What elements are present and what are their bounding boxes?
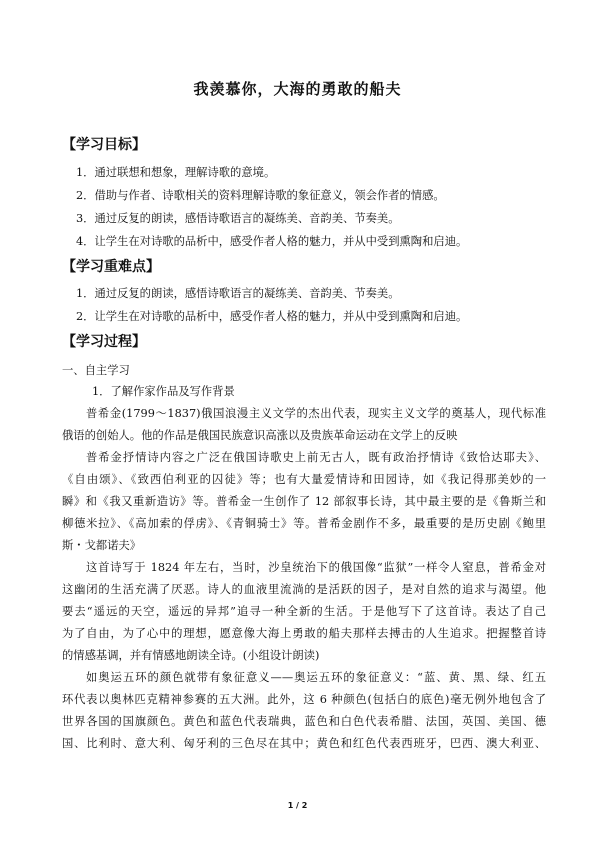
goal-item: 3．通过反复的朗读，感悟诗歌语言的凝练美、音韵美、节奏美。 — [76, 212, 400, 225]
process-heading: 【学习过程】 — [62, 334, 146, 350]
paragraph-line: 普希金(1799～1837)俄国浪漫主义文学的杰出代表，现实主义文学的奠基人，现代标准 — [86, 407, 546, 420]
goal-item: 2．借助与作者、诗歌相关的资料理解诗歌的象征意义，领会作者的情感。 — [76, 189, 445, 202]
goals-heading: 【学习目标】 — [62, 137, 146, 153]
part-heading: 一、自主学习 — [62, 364, 130, 377]
paragraph-line: 柳德米拉》、《高加索的俘虏》、《青铜骑士》等。普希金剧作不多，最重要的是历史剧《鲍里 — [62, 517, 546, 530]
paragraph-line: 为了自由，为了心中的理想，愿意像大海上勇敢的船夫那样去搏击的人生追求。把握整首诗 — [62, 627, 546, 640]
paragraph-line: 如奥运五环的颜色就带有象征意义——奥运五环的象征意义：“蓝、黄、黑、绿、红五 — [86, 671, 546, 684]
paragraph-line: 要去“遥远的天空，遥远的异邦”追寻一种全新的生活。于是他写下了这首诗。表达了自己 — [62, 605, 546, 618]
goal-item: 4．让学生在对诗歌的品析中，感受作者人格的魅力，并从中受到熏陶和启迪。 — [76, 235, 468, 248]
paragraph-line: 国、比利时、意大利、匈牙利的三色尽在其中；黄色和红色代表西班牙，巴西、澳大利亚、 — [62, 737, 546, 750]
paragraph-line: 的情感基调，并有情感地朗读全诗。(小组设计朗读) — [62, 649, 320, 662]
key-point-item: 2．让学生在对诗歌的品析中，感受作者人格的魅力，并从中受到熏陶和启迪。 — [76, 310, 468, 323]
paragraph-line: 瞬》和《我又重新造访》等。普希金一生创作了 12 部叙事长诗，其中最主要的是《鲁斯兰和 — [62, 495, 546, 508]
item-heading: 1．了解作家作品及写作背景 — [92, 385, 235, 398]
paragraph-line: 环代表以奥林匹克精神参赛的五大洲。此外，这 6 种颜色(包括白的底色)毫无例外地包含了 — [62, 693, 546, 706]
page-title: 我羡慕你，大海的勇敢的船夫 — [193, 80, 402, 98]
key-points-heading: 【学习重难点】 — [62, 259, 160, 275]
paragraph-line: 《自由颂》、《致西伯利亚的囚徒》等；也有大量爱情诗和田园诗，如《我记得那美妙的一 — [62, 473, 546, 486]
paragraph-line: 这幽闭的生活充满了厌恶。诗人的血液里流淌的是活跃的因子，是对自然的追求与渴望。他 — [62, 583, 546, 596]
paragraph-line: 俄语的创始人。他的作品是俄国民族意识高涨以及贵族革命运动在文学上的反映 — [62, 429, 458, 442]
goal-item: 1．通过联想和想象，理解诗歌的意境。 — [76, 166, 276, 179]
page-number: 1 / 2 — [287, 801, 308, 810]
paragraph-line: 普希金抒情诗内容之广泛在俄国诗歌史上前无古人，既有政治抒情诗《致恰达耶夫》、 — [86, 451, 546, 464]
paragraph-line: 世界各国的国旗颜色。黄色和蓝色代表瑞典，蓝色和白色代表希腊、法国，英国、美国、德 — [62, 715, 546, 728]
paragraph-line: 这首诗写于 1824 年左右，当时，沙皇统治下的俄国像“监狱”一样令人窒息，普希金对 — [86, 561, 546, 574]
paragraph-line: 斯・戈都诺夫》 — [62, 539, 142, 552]
key-point-item: 1．通过反复的朗读，感悟诗歌语言的凝练美、音韵美、节奏美。 — [76, 287, 400, 300]
